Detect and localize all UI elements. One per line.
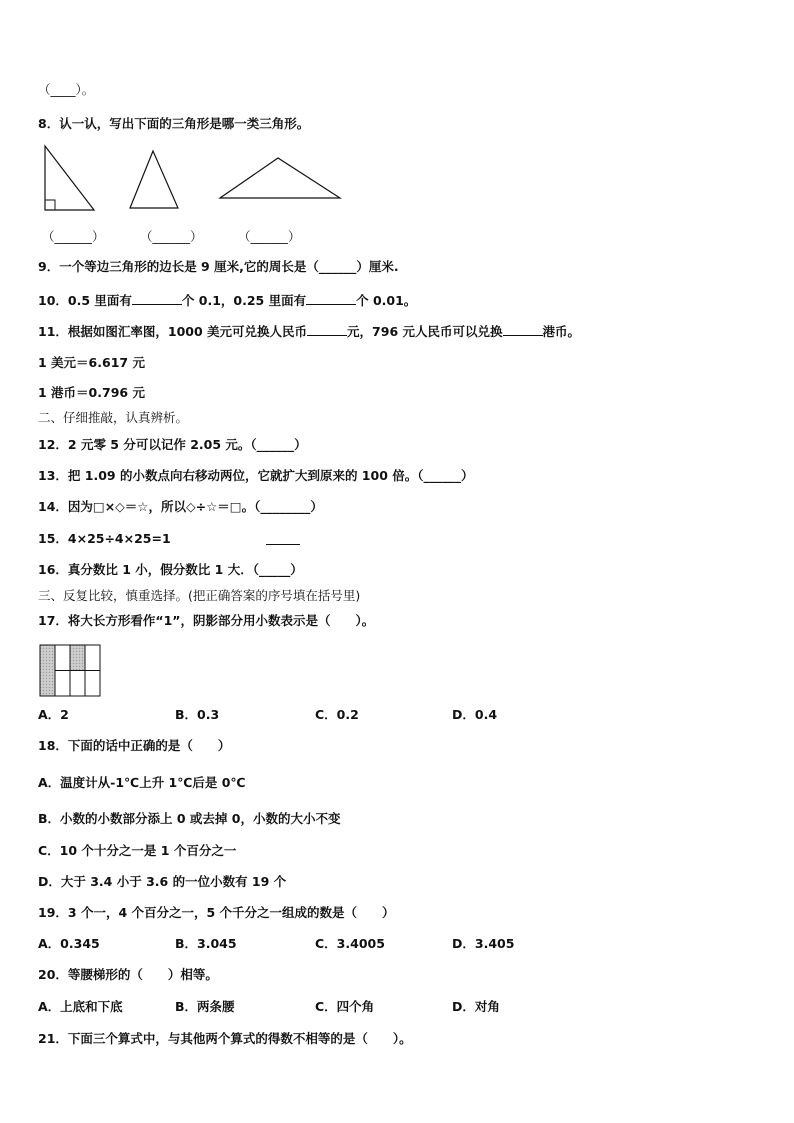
- answer-blank[interactable]: [266, 544, 300, 545]
- exchange-rate-hkd: 1 港币＝0.796 元: [38, 385, 145, 400]
- answer-blank-2[interactable]: （______）: [140, 229, 203, 244]
- option-c[interactable]: C．10 个十分之一是 1 个百分之一: [38, 843, 237, 858]
- section-2-heading: 二、仔细推敲，认真辨析。: [38, 410, 189, 425]
- question-8: 8．认一认，写出下面的三角形是哪一类三角形。: [38, 116, 310, 131]
- option-d[interactable]: D．对角: [452, 999, 500, 1014]
- option-b[interactable]: B．小数的小数部分添上 0 或去掉 0，小数的大小不变: [38, 811, 341, 826]
- option-a[interactable]: A．0.345: [38, 936, 100, 951]
- question-12: 12．2 元零 5 分可以记作 2.05 元。（______）: [38, 437, 307, 452]
- question-18: 18．下面的话中正确的是（ ）: [38, 738, 231, 753]
- answer-blank[interactable]: [132, 292, 182, 305]
- question-21: 21．下面三个算式中，与其他两个算式的得数不相等的是（ ）。: [38, 1031, 412, 1046]
- question-13: 13．把 1.09 的小数点向右移动两位，它就扩大到原来的 100 倍。（______）: [38, 468, 474, 483]
- question-9: 9．一个等边三角形的边长是 9 厘米,它的周长是（______）厘米.: [38, 259, 399, 274]
- question-11-part-3: 港币。: [542, 324, 581, 339]
- question-14: 14．因为□×◇＝☆，所以◇÷☆＝□。（________）: [38, 499, 323, 514]
- option-b[interactable]: B．3.045: [175, 936, 237, 951]
- answer-blank-1[interactable]: （______）: [42, 229, 105, 244]
- option-a[interactable]: A．温度计从-1℃上升 1℃后是 0℃: [38, 775, 246, 790]
- option-d[interactable]: D．3.405: [452, 936, 515, 951]
- question-10-part-3: 个 0.01。: [356, 293, 417, 308]
- question-11-part-2: 元，796 元人民币可以兑换: [347, 324, 503, 339]
- option-b[interactable]: B．0.3: [175, 707, 220, 722]
- answer-blank[interactable]: [307, 323, 347, 336]
- section-3-heading: 三、反复比较，慎重选择。(把正确答案的序号填在括号里): [38, 588, 361, 603]
- continued-answer-blank: （____）。: [38, 82, 95, 97]
- option-b[interactable]: B．两条腰: [175, 999, 235, 1014]
- question-11-part-1: 11．根据如图汇率图，1000 美元可兑换人民币: [38, 324, 308, 339]
- question-10: [38, 292, 416, 309]
- answer-blank-3[interactable]: （______）: [238, 229, 301, 244]
- shaded-rectangle-figure: [39, 644, 101, 698]
- acute-triangle-figure: [126, 148, 186, 218]
- option-a[interactable]: A．2: [38, 707, 69, 722]
- obtuse-triangle-figure: [216, 154, 346, 204]
- question-10-part-2: 个 0.1，0.25 里面有: [181, 293, 307, 308]
- exchange-rate-usd: 1 美元＝6.617 元: [38, 355, 145, 370]
- option-a[interactable]: A．上底和下底: [38, 999, 123, 1014]
- question-15: 15．4×25÷4×25=1: [38, 531, 171, 546]
- option-c[interactable]: C．3.4005: [315, 936, 385, 951]
- question-16: 16．真分数比 1 小，假分数比 1 大．（_____）: [38, 562, 303, 577]
- option-d[interactable]: D．0.4: [452, 707, 498, 722]
- right-triangle-figure: [40, 144, 100, 214]
- question-11: [38, 323, 580, 340]
- question-19: 19．3 个一，4 个百分之一，5 个千分之一组成的数是（ ）: [38, 905, 395, 920]
- option-c[interactable]: C．0.2: [315, 707, 359, 722]
- answer-blank[interactable]: [503, 323, 543, 336]
- option-d[interactable]: D．大于 3.4 小于 3.6 的一位小数有 19 个: [38, 874, 287, 889]
- question-10-part-1: 10．0.5 里面有: [38, 293, 132, 308]
- option-c[interactable]: C．四个角: [315, 999, 375, 1014]
- question-17: 17．将大长方形看作“1”，阴影部分用小数表示是（ ）。: [38, 613, 375, 628]
- question-20: 20．等腰梯形的（ ）相等。: [38, 967, 218, 982]
- answer-blank[interactable]: [306, 292, 356, 305]
